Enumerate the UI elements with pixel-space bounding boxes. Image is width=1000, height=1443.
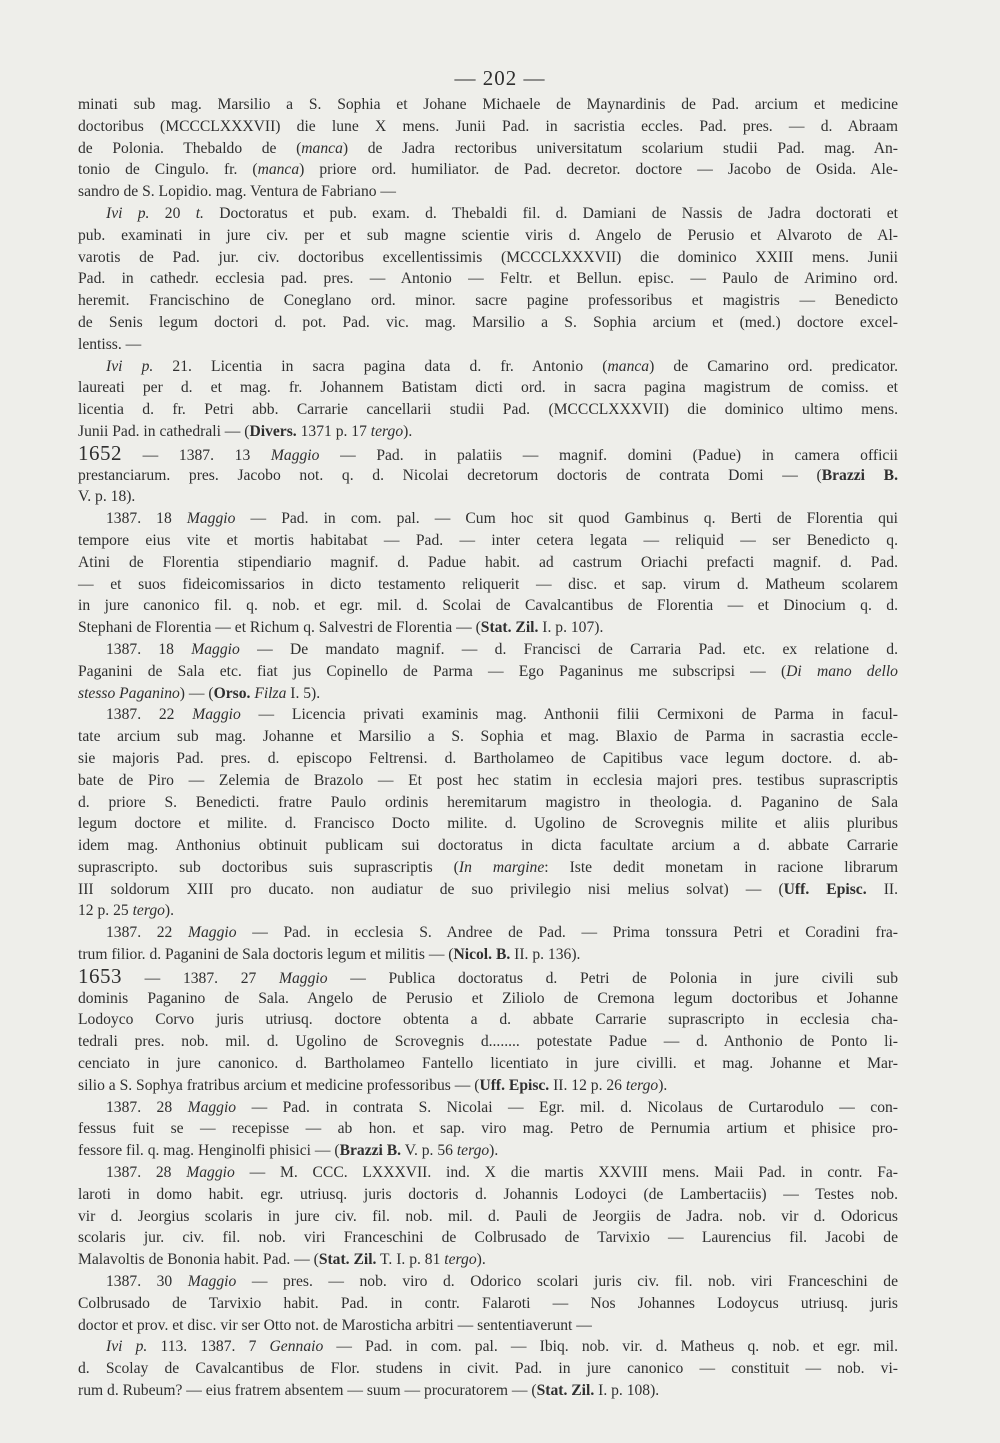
text-line: cenciato in jure canonico. d. Bartholameo Fantello licentiato in jure civilli. et mag. Johanne et Mar-: [78, 1055, 898, 1073]
text-line: tedrali pres. nob. mil. d. Ugolino de Scrovegnis d........ potestate Padue — d. Anthonio de Ponto li-: [78, 1033, 898, 1051]
text-line: 1387. 28 Maggio — Pad. in contrata S. Nicolai — Egr. mil. d. Nicolaus de Curtarodulo — con-: [106, 1098, 898, 1116]
text-line: 1387. 22 Maggio — Pad. in ecclesia S. Andree de Pad. — Prima tonssura Petri et Coradini fra-: [106, 924, 899, 942]
text-line: tonio de Cingulo. fr. (manca) priore ord. humiliator. de Pad. decretor. doctore — Jacobo de Osida. Ale-: [78, 161, 898, 179]
text-line: doctor et prov. et disc. vir ser Otto not. de Marosticha arbitri — sententiaverunt —: [78, 1316, 592, 1334]
page-number: — 202 —: [454, 66, 546, 90]
text-line: d. Scolay de Cavalcantibus de Flor. studens in civit. Pad. in jure canonico — constituit — nob. vi-: [78, 1360, 898, 1378]
text-line: Pad. in cathedr. ecclesia pad. pres. — Antonio — Feltr. et Bellun. episc. — Paulo de Arimino ord.: [78, 270, 898, 288]
text-line: pub. examinati in jure civ. per et sub magne scientie viris d. Angelo de Perusio et Alvaroto de Al-: [78, 226, 898, 244]
text-line: in jure canonico fil. q. nob. et egr. mil. d. Scolai de Cavalcantibus de Florentia — et Dinocium q. d.: [78, 597, 898, 615]
text-line: 1387. 28 Maggio — M. CCC. LXXXVII. ind. X die martis XXVIII mens. Maii Pad. in contr. Fa-: [106, 1164, 898, 1182]
text-line: sandro de S. Lopidio. mag. Ventura de Fabriano —: [78, 183, 397, 201]
text-line: 1387. 22 Maggio — Licencia privati examinis mag. Anthonii filii Cermixoni de Parma in facul-: [106, 706, 898, 724]
text-line: heremit. Francischino de Coneglano ord. minor. sacre pagine professoribus et magistris — Benedicto: [78, 292, 898, 310]
text-line: Stephani de Florentia — et Richum q. Salvestri de Florentia — (Stat. Zil. I. p. 107).: [78, 619, 604, 637]
text-line: Ivi p. 21. Licentia in sacra pagina data d. fr. Antonio (manca) de Camarino ord. predicator.: [106, 357, 898, 375]
text-line: varotis de Pad. jur. civ. doctoribus excellentissimis (MCCCLXXXVII) die dominico XXIII mens. Junii: [78, 248, 898, 266]
text-line: 1387. 30 Maggio — pres. — nob. viro d. Odorico scolari juris civ. fil. nob. viri Franceschini de: [106, 1273, 898, 1291]
document-number: 1653: [78, 963, 122, 988]
text-line: Malavoltis de Bononia habit. Pad. — (Stat. Zil. T. I. p. 81 tergo).: [78, 1251, 486, 1269]
text-line: Colbrusado de Tarvixio habit. Pad. in contr. Falaroti — Nos Johannes Lodoycus utriusq. juris: [78, 1294, 898, 1312]
document-body: [78, 94, 898, 1402]
text-line: scolaris jur. civ. fil. nob. viri Franceschini de Colbrusado de Tarvixio — Laurencius fil. Jacobi de: [78, 1229, 898, 1247]
text-line: 1652 — 1387. 13 Maggio — Pad. in palatiis — magnif. domini (Padue) in camera officii: [78, 440, 898, 465]
text-line: fessus fuit se — recepisse — ab hon. et sap. viro mag. Petro de Pernumia artium et phisice pro-: [78, 1120, 898, 1138]
text-line: d. priore S. Benedicti. fratre Paulo ordinis heremitarum magistro in theologia. d. Paganino de Sala: [78, 793, 898, 811]
text-line: vir d. Jeorgius scolaris in jure civ. fil. nob. mil. d. Pauli de Jeorgiis de Jadra. nob. vir d. Odoricus: [78, 1207, 898, 1225]
text-line: 1387. 18 Maggio — De mandato magnif. — d. Francisci de Carraria Pad. etc. ex relatione d.: [106, 640, 898, 658]
text-line: bate de Piro — Zelemia de Brazolo — Et post hec statim in ecclesia majori pres. testibus suprascriptis: [78, 771, 898, 789]
text-line: Paganini de Sala etc. fiat jus Copinello de Parma — Ego Paganinus me subscripsi — (Di mano dello: [78, 662, 898, 680]
text-line: Ivi p. 20 t. Doctoratus et pub. exam. d. Thebaldi fil. d. Damiani de Nassis de Jadra doctorati et: [106, 204, 898, 222]
text-line: tate arcium sub mag. Johanne et Marsilio a S. Sophia et mag. Blaxio de Parma in sacrastia eccle-: [78, 728, 898, 746]
text-line: de Polonia. Thebaldo de (manca) de Jadra rectoribus universitatum scolarium studii Pad. mag. An-: [78, 139, 898, 157]
text-line: prestanciarum. pres. Jacobo not. q. d. Nicolai decretorum doctoris de contrata Domi — (Brazzi B.: [78, 466, 898, 484]
text-line: rum d. Rubeum? — eius fratrem absentem — suum — procuratorem — (Stat. Zil. I. p. 108).: [78, 1382, 660, 1400]
text-line: Lodoyco Corvo juris utriusq. doctore obtenta a d. abbate Carrarie suprascripto in ecclesia cha-: [78, 1011, 898, 1029]
text-line: Atini de Florentia stipendiario magnif. d. Padue habit. ad castrum Oriachi prefacti magnif. d. Pad.: [78, 553, 898, 571]
text-line: minati sub mag. Marsilio a S. Sophia et Johane Michaele de Maynardinis de Pad. arcium et medicine: [78, 96, 898, 113]
text-line: suprascripto. sub doctoribus suis suprascriptis (In margine: Iste dedit monetam in racione librarum: [78, 858, 898, 876]
text-line: dominis Paganino de Sala. Angelo de Perusio et Ziliolo de Cremona legum doctoribus et Johanne: [78, 989, 898, 1007]
document-number: 1652: [78, 440, 122, 465]
text-line: fessore fil. q. mag. Henginolfi phisici — (Brazzi B. V. p. 56 tergo).: [78, 1142, 499, 1160]
text-line: sie majoris Pad. pres. d. episcopo Feltrensi. d. Bartholameo de Capitibus vace legum doctore. d. ab-: [78, 749, 898, 767]
text-line: — et suos fideicomissarios in dicto testamento reliquerit — disc. et sap. virum d. Matheum scolarem: [78, 575, 898, 593]
text-line: silio a S. Sophya fratribus arcium et medicine professoribus — (Uff. Episc. II. 12 p. 26 tergo).: [78, 1076, 668, 1094]
text-line: 1653 — 1387. 27 Maggio — Publica doctoratus d. Petri de Polonia in jure civili sub: [78, 963, 898, 988]
text-line: idem mag. Anthonius obtinuit publicam sui doctoratus in dicta facultate arcium a d. abbate Carrarie: [78, 837, 898, 855]
text-line: V. p. 18).: [78, 488, 136, 506]
text-line: stesso Paganino) — (Orso. Filza I. 5).: [78, 684, 321, 702]
text-line: legum doctore et milite. d. Francisco Docto milite. d. Ugolino de Scrovegnis milite et aliis pluribus: [78, 815, 898, 833]
text-line: de Senis legum doctori d. pot. Pad. vic. mag. Marsilio a S. Sophia arcium et (med.) doctore excel-: [78, 313, 898, 331]
text-line: tempore eius vite et mortis habitabat — Pad. — inter cetera legata — reliquid — ser Benedicto q.: [78, 531, 898, 549]
text-line: doctoribus (MCCCLXXXVII) die lune X mens. Junii Pad. in sacristia eccles. Pad. pres. — d. Abraam: [78, 117, 898, 135]
text-line: III soldorum XIII pro ducato. non audiatur de suo privilegio nisi melius solvat) — (Uff. Episc. II.: [78, 880, 898, 898]
text-line: laureati per d. et mag. fr. Johannem Batistam dicti ord. in sacra pagina magistrum de comiss. et: [78, 379, 898, 397]
text-line: laroti in domo habit. egr. utriusq. juris doctoris d. Johannis Lodoyci (de Lambertaciis) — Testes nob.: [78, 1185, 898, 1203]
text-line: Ivi p. 113. 1387. 7 Gennaio — Pad. in com. pal. — Ibiq. nob. vir. d. Matheus q. nob. et egr. mil.: [106, 1338, 899, 1356]
text-line: trum filior. d. Paganini de Sala doctoris legum et militis — (Nicol. B. II. p. 136).: [78, 946, 581, 964]
text-line: 1387. 18 Maggio — Pad. in com. pal. — Cum hoc sit quod Gambinus q. Berti de Florentia qui: [106, 510, 898, 528]
text-line: Junii Pad. in cathedrali — (Divers. 1371 p. 17 tergo).: [78, 422, 413, 440]
text-line: lentiss. —: [78, 335, 142, 353]
text-line: 12 p. 25 tergo).: [78, 902, 175, 920]
text-line: licentia d. fr. Petri abb. Carrarie cancellarii studii Pad. (MCCCLXXXVII) die dominico ultimo mens.: [78, 401, 898, 419]
